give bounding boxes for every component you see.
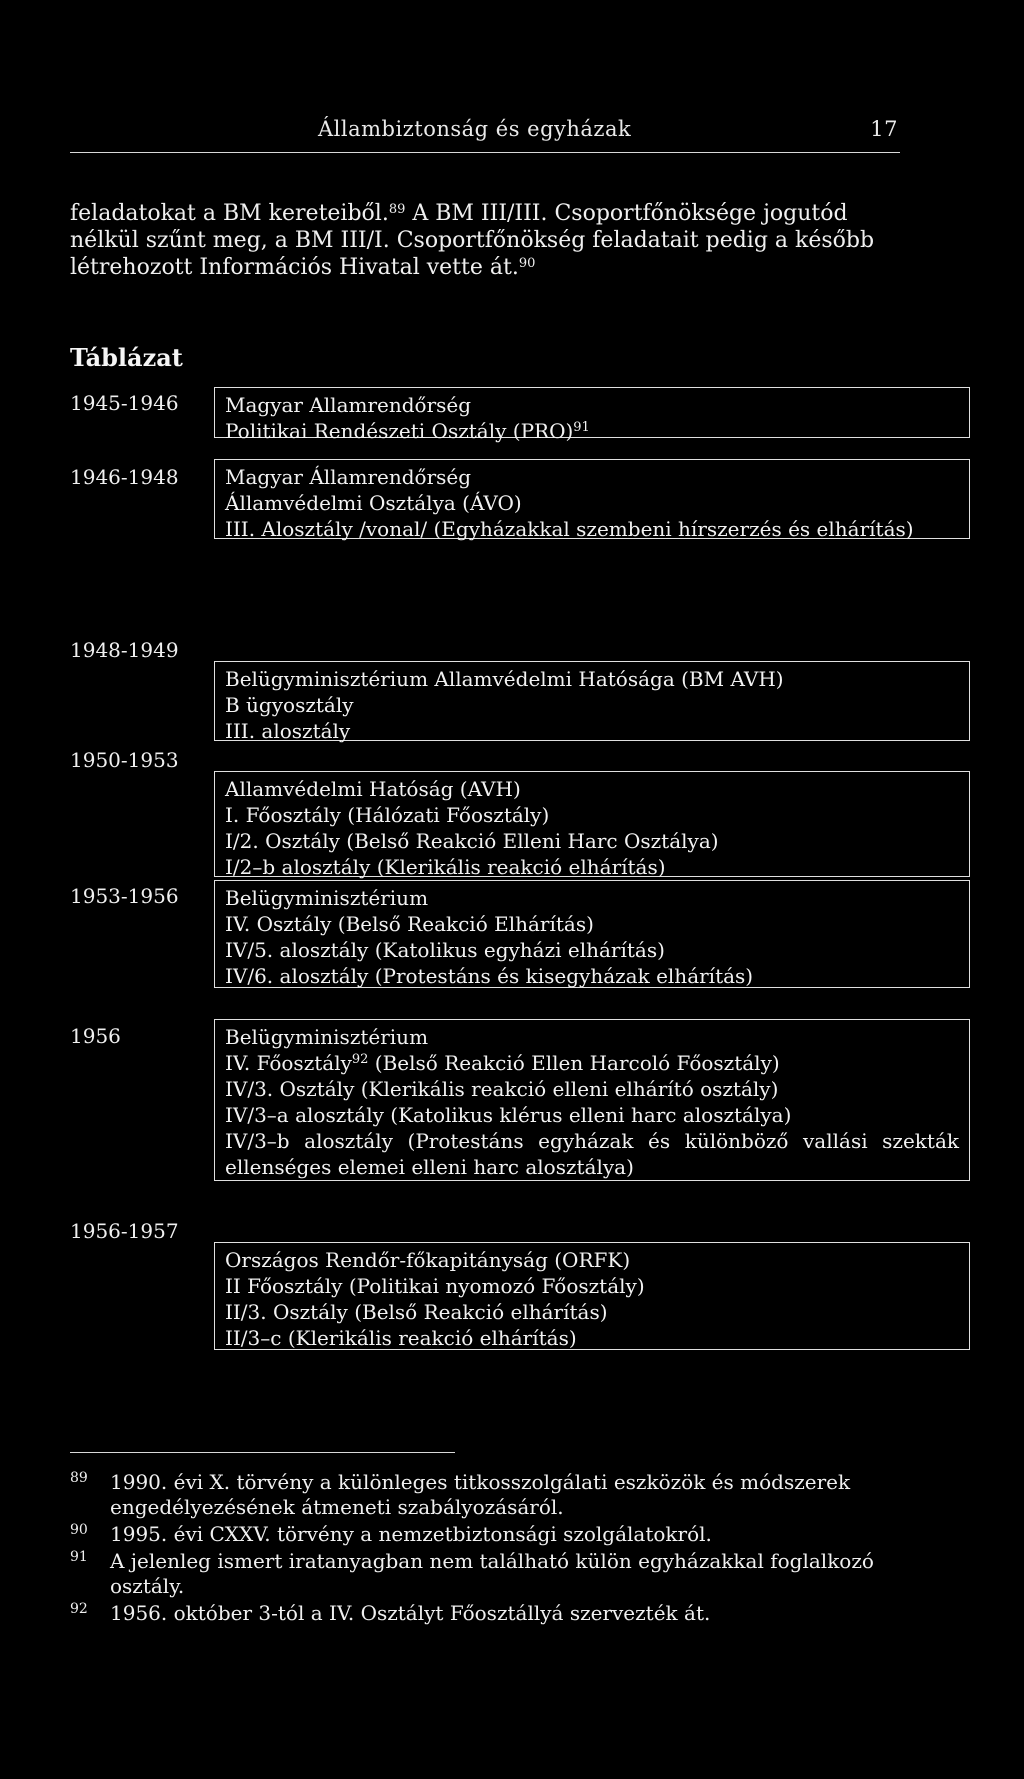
org-line: II Főosztály (Politikai nyomozó Főosztály) — [225, 1274, 645, 1298]
org-line: Belügyminisztérium Allamvédelmi Hatósága (BM AVH) — [225, 667, 784, 691]
intro-text-1: feladatokat a BM kereteiből. — [70, 201, 389, 226]
org-box-1956 — [214, 1019, 970, 1181]
footnotes — [70, 1470, 900, 1628]
footnote-ref-92: 92 — [351, 1052, 369, 1067]
org-line: IV/5. alosztály (Katolikus egyházi elhárítás) — [225, 938, 665, 962]
row-year-1953-1956: 1953-1956 — [70, 884, 179, 908]
org-line: Államvédelmi Osztálya (ÁVO) — [225, 491, 522, 515]
org-box-1946-1948 — [214, 459, 970, 539]
org-box-1945-1946 — [214, 387, 970, 443]
header-rule — [70, 152, 900, 153]
org-line: Allamvédelmi Hatóság (AVH) — [225, 777, 521, 801]
footnote-number: 89 — [70, 1470, 88, 1486]
footnote-89 — [70, 1470, 900, 1520]
table-title: Táblázat — [70, 343, 183, 372]
footnote-number: 92 — [70, 1601, 88, 1617]
org-box-1948-1949 — [214, 661, 970, 741]
footnote-rule — [70, 1452, 455, 1453]
org-line — [225, 1050, 959, 1076]
row-year-1956-1957: 1956-1957 — [70, 1219, 179, 1243]
footnote-ref-91: 91 — [573, 420, 590, 435]
org-line-text: IV. Főosztály — [225, 1051, 352, 1075]
footnote-91 — [70, 1549, 900, 1599]
intro-paragraph — [70, 200, 900, 281]
footnote-92 — [70, 1601, 900, 1626]
org-line: B ügyosztály — [225, 693, 354, 717]
footnote-text: 1956. október 3-tól a IV. Osztályt Főosztállyá szervezték át. — [110, 1601, 711, 1625]
running-title: Állambiztonság és egyházak — [318, 117, 632, 141]
row-year-1950-1953: 1950-1953 — [70, 748, 179, 772]
footnote-text: 1995. évi CXXV. törvény a nemzetbiztonsági szolgálatokról. — [110, 1522, 712, 1546]
org-line: I/2. Osztály (Belső Reakció Elleni Harc Osztálya) — [225, 829, 719, 853]
org-line: Belügyminisztérium — [225, 1025, 429, 1049]
row-year-1948-1949: 1948-1949 — [70, 638, 179, 662]
org-box-1950-1953 — [214, 771, 970, 877]
org-line: II/3. Osztály (Belső Reakció elhárítás) — [225, 1300, 608, 1324]
org-line: II/3–c (Klerikális reakció elhárítás) — [225, 1326, 577, 1350]
org-line: Országos Rendőr-főkapitányság (ORFK) — [225, 1248, 631, 1272]
org-line: IV/3. Osztály (Klerikális reakció elleni elhárító osztály) — [225, 1077, 779, 1101]
org-line: IV. Osztály (Belső Reakció Elhárítás) — [225, 912, 594, 936]
org-line: Magyar Államrendőrség — [225, 465, 472, 489]
footnote-ref-90: 90 — [518, 256, 536, 271]
org-line-text: Politikai Rendészeti Osztály (PRO) — [225, 419, 574, 443]
intro-text-2: A BM III/III. Csoportfőnöksége jogutód nélkül szűnt meg, a BM III/I. Csoportfőnökség feladatait pedig a később létrehozott Információs Hivatal vette át. — [70, 201, 875, 280]
row-year-1956: 1956 — [70, 1024, 121, 1048]
org-line: Magyar Allamrendőrség — [225, 393, 472, 417]
org-line: III. Alosztály /vonal/ (Egyházakkal szembeni hírszerzés és elhárítás) — [225, 517, 914, 541]
footnote-number: 90 — [70, 1522, 88, 1538]
footnote-number: 91 — [70, 1549, 88, 1565]
org-line: III. alosztály — [225, 719, 351, 743]
org-line-text: (Belső Reakció Ellen Harcoló Főosztály) — [368, 1051, 780, 1075]
footnote-ref-89: 89 — [388, 202, 406, 217]
page-number: 17 — [870, 117, 898, 141]
org-line: I/2–b alosztály (Klerikális reakció elhárítás) — [225, 855, 666, 879]
row-year-1946-1948: 1946-1948 — [70, 465, 179, 489]
footnote-90 — [70, 1522, 900, 1547]
footnote-text: A jelenleg ismert iratanyagban nem található külön egyházakkal foglalkozó osztály. — [110, 1549, 874, 1598]
row-year-1945-1946: 1945-1946 — [70, 391, 179, 415]
org-line — [225, 418, 959, 444]
org-line: I. Főosztály (Hálózati Főosztály) — [225, 803, 550, 827]
org-box-1953-1956 — [214, 880, 970, 988]
org-line: IV/3–b alosztály (Protestáns egyházak és különböző vallási szekták ellenséges elemei elleni harc alosztálya) — [225, 1129, 959, 1179]
org-line: IV/3–a alosztály (Katolikus klérus elleni harc alosztálya) — [225, 1103, 792, 1127]
org-line: Belügyminisztérium — [225, 886, 429, 910]
footnote-text: 1990. évi X. törvény a különleges titkosszolgálati eszközök és módszerek engedélyezésének átmeneti szabályozásáról. — [110, 1470, 851, 1519]
org-line: IV/6. alosztály (Protestáns és kisegyházak elhárítás) — [225, 964, 754, 988]
org-box-1956-1957 — [214, 1242, 970, 1350]
